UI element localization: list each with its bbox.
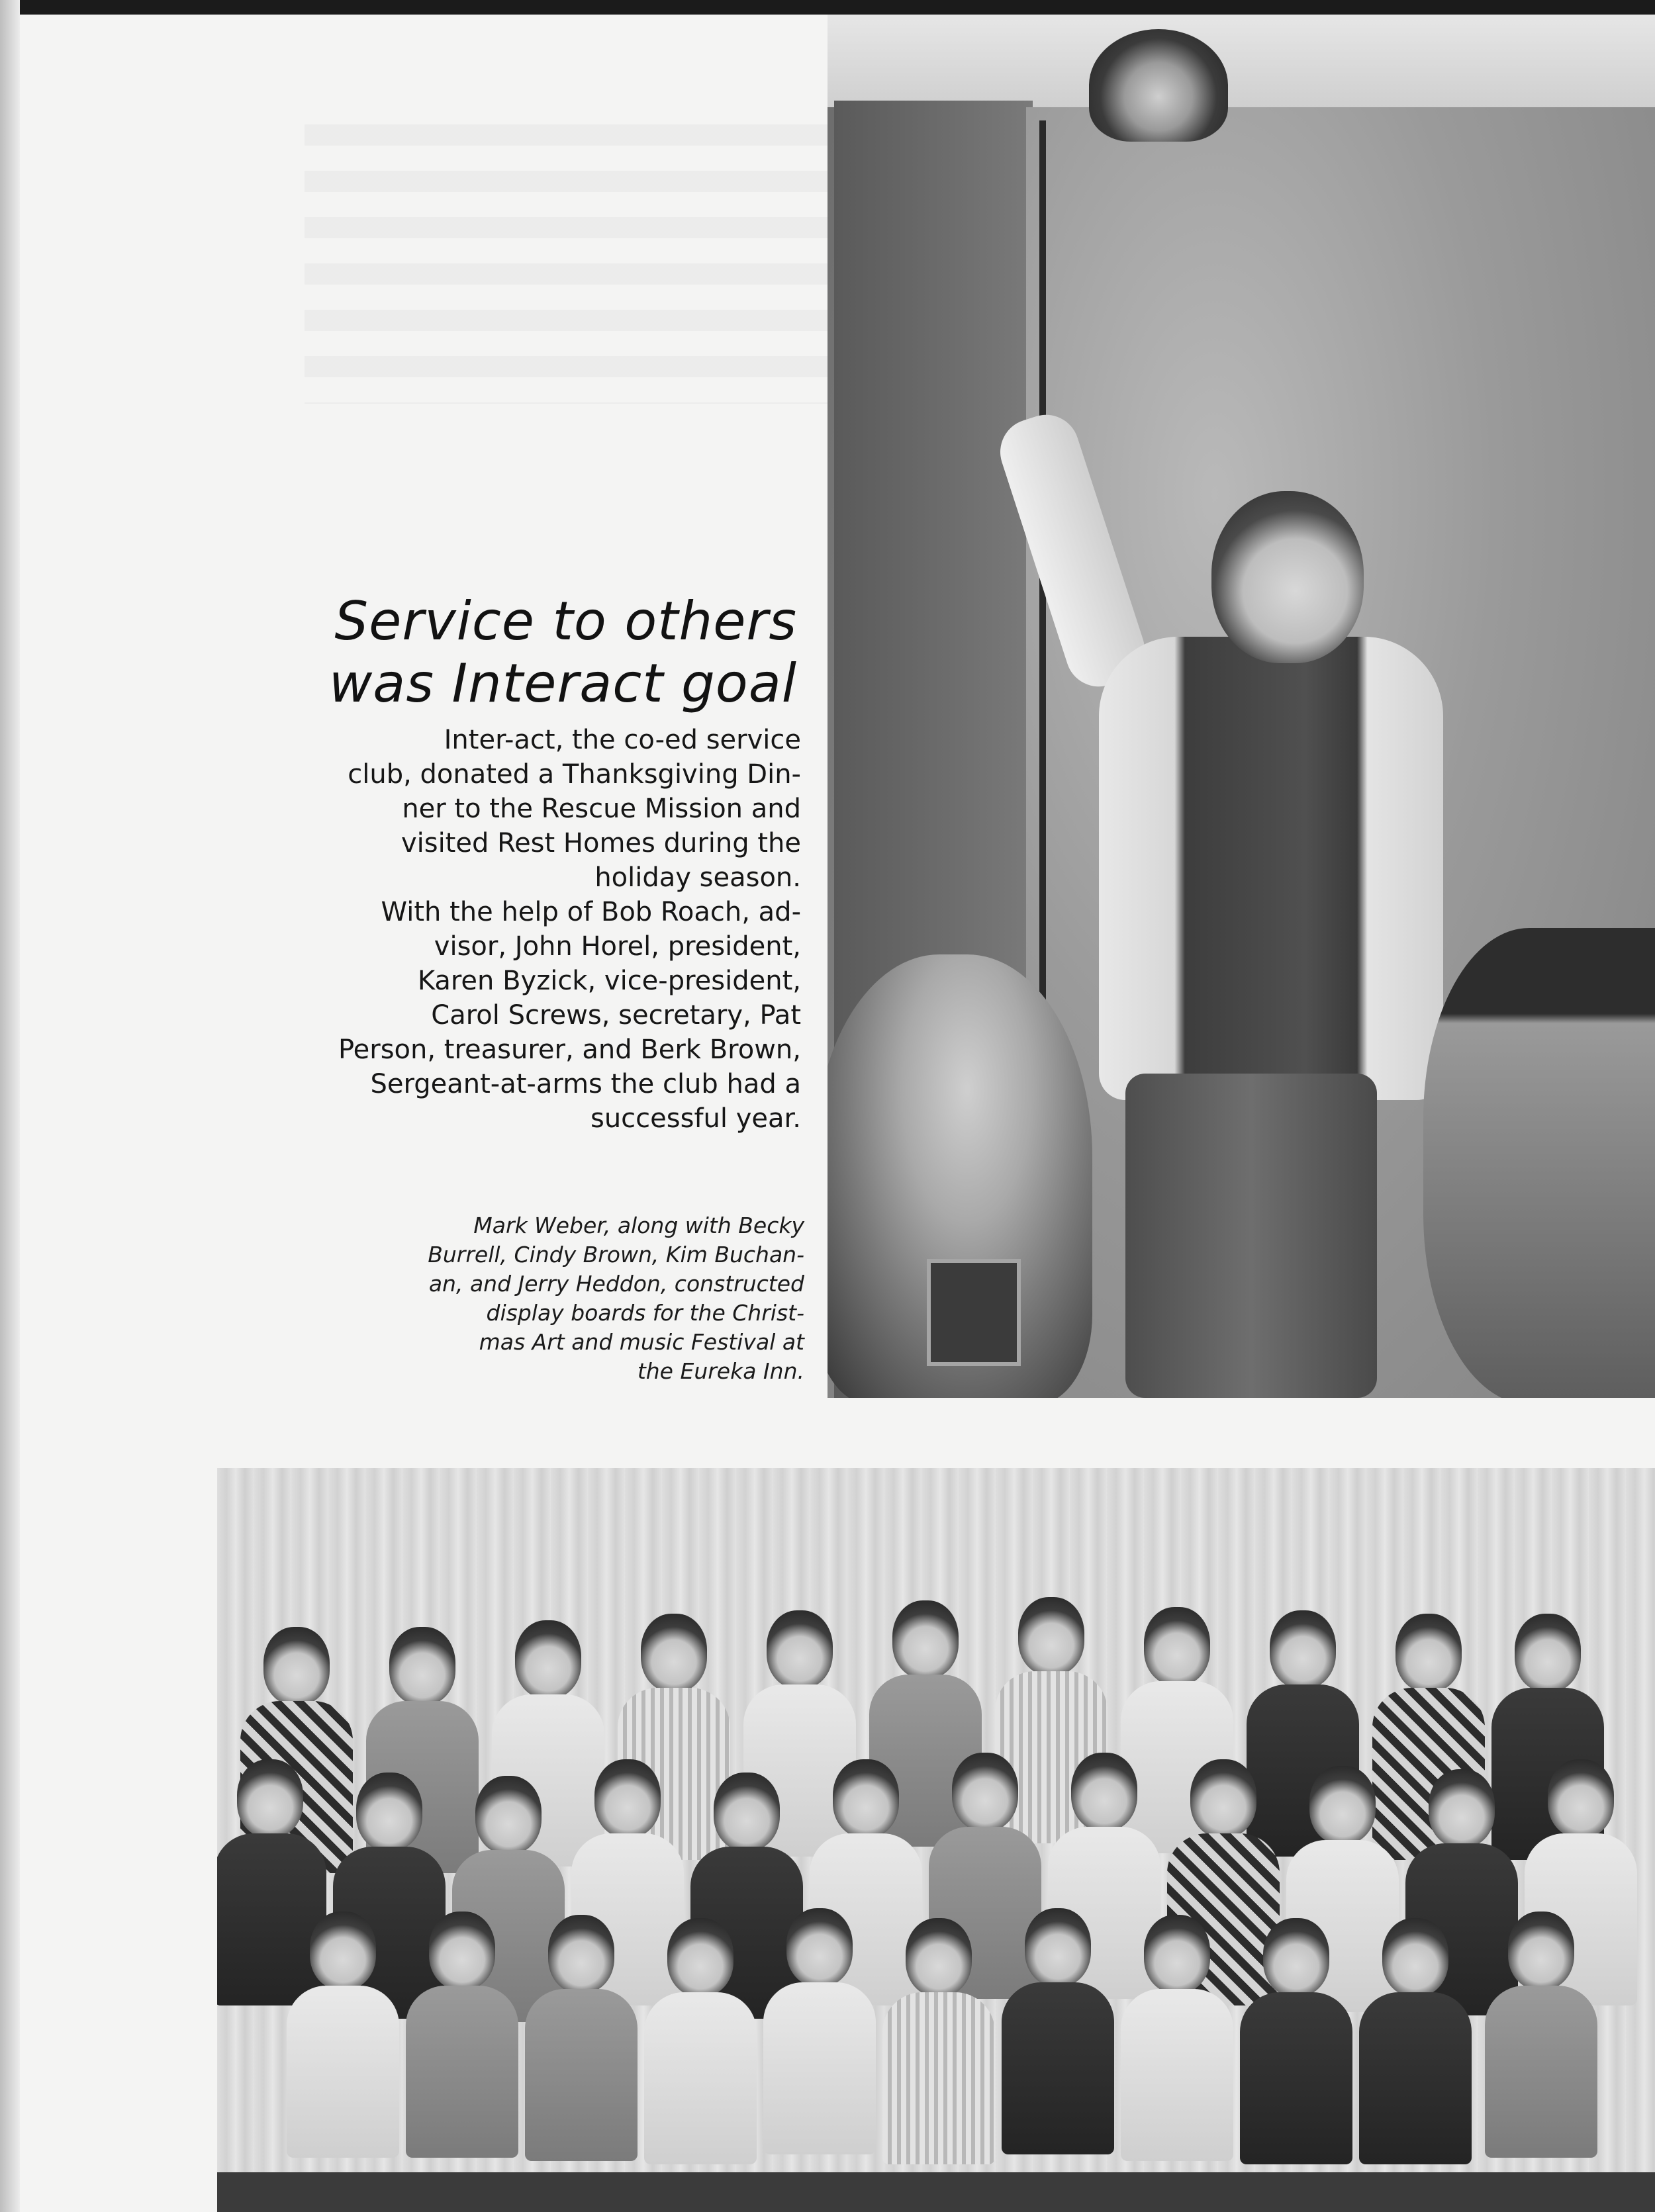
- article-body: [218, 723, 801, 1136]
- boy-jeans: [1125, 1074, 1377, 1398]
- caption-line: an, and Jerry Heddon, constructed: [428, 1271, 804, 1297]
- girl-peeking-over-board: [1089, 29, 1228, 142]
- body-line: Karen Byzick, vice-president,: [417, 966, 801, 996]
- body-line: visited Rest Homes during the: [401, 828, 801, 858]
- group-member: [1005, 1908, 1111, 2154]
- body-line: holiday season.: [594, 862, 801, 893]
- body-line: Person, treasurer, and Berk Brown,: [338, 1035, 801, 1065]
- photo-caption: [285, 1211, 804, 1386]
- headline-line: was Interact goal: [328, 652, 797, 714]
- body-line: successful year.: [590, 1103, 801, 1134]
- page-top-edge: [0, 0, 1655, 15]
- caption-line: mas Art and music Festival at: [479, 1329, 804, 1355]
- group-member: [767, 1908, 873, 2154]
- girl-with-brush: [1423, 928, 1655, 1398]
- page-headline: [252, 590, 797, 715]
- ceiling: [828, 15, 1655, 107]
- group-member: [1488, 1912, 1594, 2158]
- body-line: club, donated a Thanksgiving Din-: [348, 759, 801, 790]
- stapler-icon: [927, 1259, 1021, 1366]
- group-member: [409, 1912, 515, 2158]
- group-photo: [217, 1468, 1655, 2212]
- group-member: [886, 1918, 992, 2164]
- caption-line: the Eureka Inn.: [637, 1358, 804, 1384]
- group-member: [528, 1915, 634, 2161]
- caption-line: Burrell, Cindy Brown, Kim Buchan-: [428, 1242, 804, 1267]
- body-line: With the help of Bob Roach, ad-: [381, 897, 801, 927]
- display-board-photo: [828, 15, 1655, 1398]
- boy-letterman-jacket: [1099, 637, 1443, 1100]
- body-line: Carol Screws, secretary, Pat: [431, 1000, 801, 1031]
- boy-smiling-face: [1211, 491, 1364, 663]
- bleed-through-text: [305, 99, 847, 404]
- body-line: visor, John Horel, president,: [434, 931, 801, 962]
- body-line: Inter-act, the co-ed service: [444, 725, 801, 755]
- group-member: [1124, 1915, 1230, 2161]
- group-member: [290, 1912, 396, 2158]
- floor: [217, 2172, 1655, 2212]
- body-line: Sergeant-at-arms the club had a: [370, 1069, 801, 1099]
- page-binding-edge: [0, 0, 20, 2212]
- caption-line: display boards for the Christ-: [486, 1300, 804, 1326]
- group-member: [1243, 1918, 1349, 2164]
- headline-line: Service to others: [334, 590, 797, 652]
- group-member: [647, 1918, 753, 2164]
- body-line: ner to the Rescue Mission and: [402, 794, 801, 824]
- caption-line: Mark Weber, along with Becky: [473, 1213, 804, 1238]
- group-member: [1362, 1918, 1468, 2164]
